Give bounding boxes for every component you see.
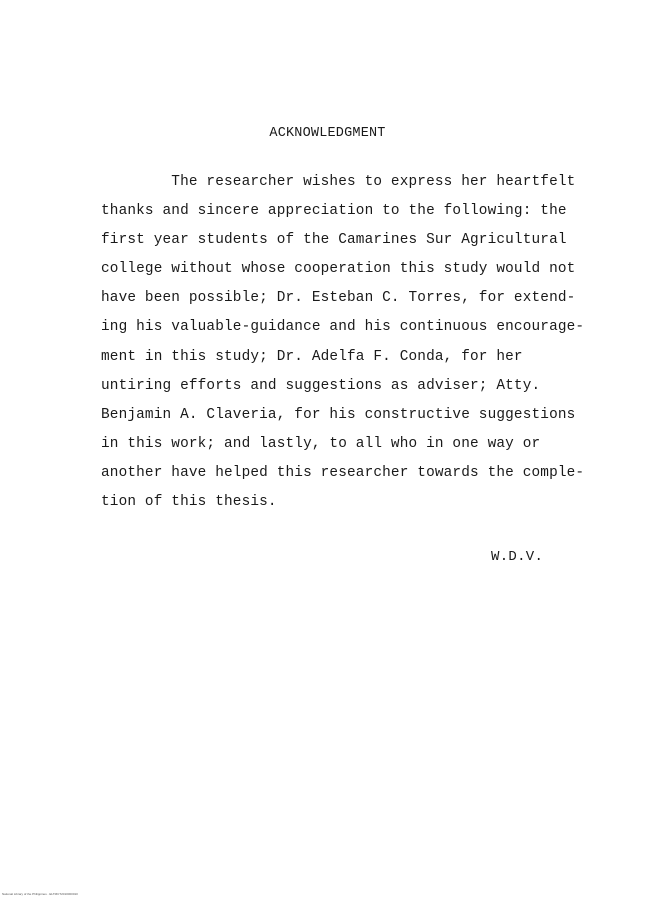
paragraph-line: another have helped this researcher towards the comple- (101, 464, 585, 481)
paragraph-line: in this work; and lastly, to all who in one way or (101, 435, 541, 452)
paragraph-line: thanks and sincere appreciation to the following: the (101, 203, 567, 220)
page-heading: ACKNOWLEDGMENT (269, 126, 386, 141)
acknowledgment-paragraph (101, 168, 585, 517)
paragraph-line: tion of this thesis. (101, 494, 277, 511)
paragraph-line: have been possible; Dr. Esteban C. Torres, for extend- (101, 290, 576, 307)
paragraph-line: college without whose cooperation this study would not (101, 261, 576, 278)
paragraph-line: untiring efforts and suggestions as adviser; Atty. (101, 377, 541, 394)
paragraph-line: Benjamin A. Claveria, for his constructive suggestions (101, 406, 576, 423)
archive-footer-stamp: National Library of the Philippines · ELTMCT2010000010 (2, 892, 78, 896)
signature-initials: W.D.V. (491, 549, 544, 565)
paragraph-line: The researcher wishes to express her heartfelt (101, 174, 576, 190)
paragraph-line: first year students of the Camarines Sur Agricultural (101, 232, 567, 249)
paragraph-line: ment in this study; Dr. Adelfa F. Conda, for her (101, 348, 523, 365)
paragraph-line: ing his valuable-guidance and his continuous encourage- (101, 319, 585, 336)
